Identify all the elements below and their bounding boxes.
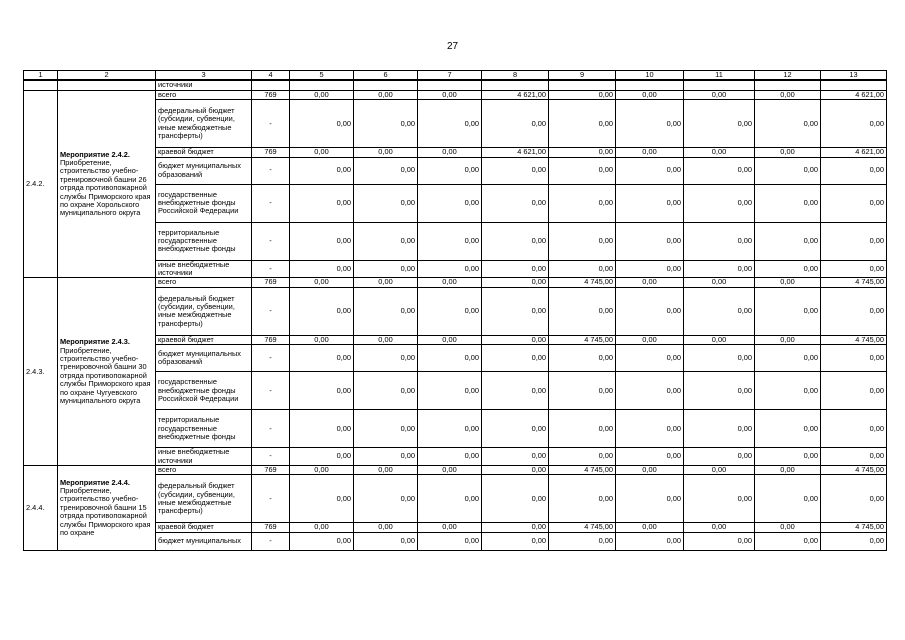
value-cell: 0,00 <box>616 532 684 550</box>
value-cell: 0,00 <box>290 345 354 372</box>
code-cell: 769 <box>252 90 290 99</box>
funding-source: территориальные государственные внебюджетные фонды <box>156 410 252 448</box>
value-cell: 0,00 <box>354 448 418 466</box>
value-cell: 0,00 <box>290 287 354 335</box>
value-cell: 0,00 <box>418 466 482 475</box>
continuation-empty <box>418 80 482 90</box>
value-cell: 0,00 <box>418 345 482 372</box>
value-cell: 0,00 <box>616 475 684 523</box>
measure-title: Мероприятие 2.4.2. <box>60 149 130 159</box>
value-cell: 0,00 <box>616 90 684 99</box>
continuation-source: источники <box>156 80 252 90</box>
value-cell: 0,00 <box>616 222 684 260</box>
value-cell: 0,00 <box>684 345 755 372</box>
value-cell: 0,00 <box>290 90 354 99</box>
value-cell: 0,00 <box>290 222 354 260</box>
value-cell: 0,00 <box>354 148 418 157</box>
value-cell: 0,00 <box>482 222 549 260</box>
header-cell: 7 <box>418 71 482 81</box>
value-cell: 0,00 <box>616 410 684 448</box>
measure-code: 2.4.2. <box>24 90 58 278</box>
code-cell: 769 <box>252 335 290 344</box>
value-cell: 0,00 <box>684 260 755 278</box>
value-cell: 0,00 <box>354 532 418 550</box>
value-cell: 0,00 <box>354 157 418 184</box>
value-cell: 0,00 <box>354 523 418 532</box>
continuation-empty <box>290 80 354 90</box>
value-cell: 0,00 <box>755 410 821 448</box>
value-cell: 0,00 <box>482 345 549 372</box>
header-cell: 1 <box>24 71 58 81</box>
value-cell: 0,00 <box>549 157 616 184</box>
measure-description-cell <box>58 278 156 466</box>
value-cell: 0,00 <box>354 278 418 287</box>
value-cell: 0,00 <box>821 345 887 372</box>
value-cell: 0,00 <box>354 410 418 448</box>
value-cell: 0,00 <box>482 466 549 475</box>
value-cell: 0,00 <box>549 448 616 466</box>
funding-source: всего <box>156 278 252 287</box>
value-cell: 4 621,00 <box>482 90 549 99</box>
measure-code: 2.4.4. <box>24 466 58 551</box>
value-cell: 0,00 <box>549 222 616 260</box>
value-cell: 0,00 <box>821 410 887 448</box>
table-body <box>24 71 887 551</box>
value-cell: 0,00 <box>684 372 755 410</box>
value-cell: 0,00 <box>755 532 821 550</box>
code-cell: - <box>252 532 290 550</box>
value-cell: 0,00 <box>616 100 684 148</box>
value-cell: 0,00 <box>354 287 418 335</box>
code-cell: - <box>252 372 290 410</box>
value-cell: 0,00 <box>616 448 684 466</box>
code-cell: - <box>252 448 290 466</box>
value-cell: 0,00 <box>549 532 616 550</box>
continuation-empty <box>252 80 290 90</box>
header-cell: 5 <box>290 71 354 81</box>
funding-source: всего <box>156 90 252 99</box>
value-cell: 0,00 <box>354 335 418 344</box>
code-cell: - <box>252 260 290 278</box>
continuation-col2 <box>58 80 156 90</box>
value-cell: 0,00 <box>821 372 887 410</box>
value-cell: 0,00 <box>684 410 755 448</box>
funding-source: краевой бюджет <box>156 335 252 344</box>
value-cell: 0,00 <box>616 335 684 344</box>
value-cell: 0,00 <box>418 90 482 99</box>
value-cell: 0,00 <box>684 523 755 532</box>
code-cell: 769 <box>252 523 290 532</box>
value-cell: 0,00 <box>418 157 482 184</box>
table-row <box>24 278 887 287</box>
value-cell: 0,00 <box>684 448 755 466</box>
measure-description-cell <box>58 466 156 551</box>
budget-table <box>23 70 887 551</box>
value-cell: 0,00 <box>616 260 684 278</box>
value-cell: 0,00 <box>684 287 755 335</box>
value-cell: 0,00 <box>290 148 354 157</box>
value-cell: 0,00 <box>616 157 684 184</box>
code-cell: - <box>252 222 290 260</box>
value-cell: 4 621,00 <box>821 148 887 157</box>
value-cell: 0,00 <box>549 260 616 278</box>
continuation-empty <box>549 80 616 90</box>
table-row <box>24 466 887 475</box>
value-cell: 0,00 <box>755 448 821 466</box>
value-cell: 0,00 <box>290 466 354 475</box>
value-cell: 0,00 <box>290 372 354 410</box>
funding-source: иные внебюджетные источники <box>156 448 252 466</box>
value-cell: 0,00 <box>755 184 821 222</box>
value-cell: 0,00 <box>354 184 418 222</box>
value-cell: 0,00 <box>821 157 887 184</box>
funding-source: федеральный бюджет (субсидии, субвенции, иные межбюджетные трансферты) <box>156 475 252 523</box>
value-cell: 0,00 <box>418 410 482 448</box>
value-cell: 4 745,00 <box>821 466 887 475</box>
value-cell: 0,00 <box>616 345 684 372</box>
value-cell: 0,00 <box>821 475 887 523</box>
value-cell: 0,00 <box>482 532 549 550</box>
value-cell: 0,00 <box>290 184 354 222</box>
value-cell: 0,00 <box>684 335 755 344</box>
value-cell: 0,00 <box>290 260 354 278</box>
measure-description: Приобретение, строительство учебно-тренировочной башни 26 отряда противопожарной службы Приморского края по охране Хорольского муниципального округа <box>60 157 151 218</box>
value-cell: 0,00 <box>290 100 354 148</box>
value-cell: 0,00 <box>684 157 755 184</box>
value-cell: 0,00 <box>755 466 821 475</box>
value-cell: 0,00 <box>684 475 755 523</box>
value-cell: 0,00 <box>290 335 354 344</box>
value-cell: 4 745,00 <box>549 335 616 344</box>
value-cell: 0,00 <box>418 287 482 335</box>
value-cell: 0,00 <box>418 335 482 344</box>
value-cell: 4 745,00 <box>821 335 887 344</box>
value-cell: 0,00 <box>755 157 821 184</box>
funding-source: бюджет муниципальных образований <box>156 345 252 372</box>
header-cell: 4 <box>252 71 290 81</box>
value-cell: 0,00 <box>549 184 616 222</box>
header-cell: 10 <box>616 71 684 81</box>
value-cell: 0,00 <box>482 475 549 523</box>
continuation-empty <box>755 80 821 90</box>
value-cell: 0,00 <box>482 372 549 410</box>
value-cell: 4 745,00 <box>549 278 616 287</box>
value-cell: 4 745,00 <box>549 523 616 532</box>
value-cell: 0,00 <box>290 475 354 523</box>
funding-source: федеральный бюджет (субсидии, субвенции, иные межбюджетные трансферты) <box>156 100 252 148</box>
value-cell: 0,00 <box>290 532 354 550</box>
value-cell: 0,00 <box>482 335 549 344</box>
value-cell: 0,00 <box>684 278 755 287</box>
header-cell: 12 <box>755 71 821 81</box>
continuation-empty <box>684 80 755 90</box>
page-number: 27 <box>446 41 459 52</box>
funding-source: федеральный бюджет (субсидии, субвенции, иные межбюджетные трансферты) <box>156 287 252 335</box>
value-cell: 0,00 <box>549 100 616 148</box>
header-row <box>24 71 887 81</box>
value-cell: 0,00 <box>684 466 755 475</box>
value-cell: 0,00 <box>482 278 549 287</box>
funding-source: территориальные государственные внебюджетные фонды <box>156 222 252 260</box>
measure-title: Мероприятие 2.4.4. <box>60 477 130 487</box>
value-cell: 0,00 <box>684 90 755 99</box>
code-cell: 769 <box>252 148 290 157</box>
value-cell: 0,00 <box>482 260 549 278</box>
value-cell: 0,00 <box>755 372 821 410</box>
value-cell: 0,00 <box>418 372 482 410</box>
code-cell: - <box>252 287 290 335</box>
code-cell: - <box>252 410 290 448</box>
value-cell: 4 621,00 <box>482 148 549 157</box>
value-cell: 0,00 <box>549 475 616 523</box>
code-cell: - <box>252 475 290 523</box>
funding-source: всего <box>156 466 252 475</box>
value-cell: 0,00 <box>354 345 418 372</box>
value-cell: 0,00 <box>290 448 354 466</box>
value-cell: 0,00 <box>549 345 616 372</box>
value-cell: 0,00 <box>821 222 887 260</box>
code-cell: 769 <box>252 466 290 475</box>
value-cell: 0,00 <box>482 410 549 448</box>
value-cell: 0,00 <box>482 157 549 184</box>
value-cell: 0,00 <box>482 287 549 335</box>
table-row <box>24 90 887 99</box>
funding-source: бюджет муниципальных <box>156 532 252 550</box>
value-cell: 4 621,00 <box>821 90 887 99</box>
value-cell: 0,00 <box>755 148 821 157</box>
measure-description-cell <box>58 90 156 278</box>
value-cell: 0,00 <box>616 278 684 287</box>
continuation-col1 <box>24 80 58 90</box>
value-cell: 0,00 <box>821 260 887 278</box>
measure-title: Мероприятие 2.4.3. <box>60 337 130 347</box>
value-cell: 0,00 <box>821 448 887 466</box>
value-cell: 0,00 <box>549 287 616 335</box>
value-cell: 0,00 <box>821 287 887 335</box>
funding-source: краевой бюджет <box>156 148 252 157</box>
measure-description: Приобретение, строительство учебно-тренировочной башни 30 отряда противопожарной службы Приморского края по охране Чугуевского муниципального округа <box>60 345 151 405</box>
value-cell: 0,00 <box>755 523 821 532</box>
value-cell: 0,00 <box>755 475 821 523</box>
continuation-empty <box>616 80 684 90</box>
value-cell: 0,00 <box>354 372 418 410</box>
header-cell: 3 <box>156 71 252 81</box>
funding-source: краевой бюджет <box>156 523 252 532</box>
measure-description: Приобретение, строительство учебно-тренировочной башни 15 отряда противопожарной службы Приморского края по охране <box>60 485 151 537</box>
value-cell: 0,00 <box>755 278 821 287</box>
value-cell: 0,00 <box>755 260 821 278</box>
value-cell: 0,00 <box>755 335 821 344</box>
header-cell: 8 <box>482 71 549 81</box>
header-cell: 2 <box>58 71 156 81</box>
value-cell: 0,00 <box>354 90 418 99</box>
value-cell: 0,00 <box>290 410 354 448</box>
value-cell: 0,00 <box>755 287 821 335</box>
continuation-row <box>24 80 887 90</box>
value-cell: 0,00 <box>418 184 482 222</box>
value-cell: 0,00 <box>684 222 755 260</box>
value-cell: 0,00 <box>684 148 755 157</box>
value-cell: 0,00 <box>616 372 684 410</box>
value-cell: 0,00 <box>418 475 482 523</box>
value-cell: 0,00 <box>549 148 616 157</box>
value-cell: 0,00 <box>821 184 887 222</box>
value-cell: 0,00 <box>418 100 482 148</box>
value-cell: 0,00 <box>549 90 616 99</box>
value-cell: 0,00 <box>418 523 482 532</box>
value-cell: 0,00 <box>418 148 482 157</box>
code-cell: 769 <box>252 278 290 287</box>
value-cell: 0,00 <box>755 90 821 99</box>
code-cell: - <box>252 157 290 184</box>
funding-source: иные внебюджетные источники <box>156 260 252 278</box>
code-cell: - <box>252 345 290 372</box>
header-cell: 13 <box>821 71 887 81</box>
value-cell: 0,00 <box>755 100 821 148</box>
value-cell: 0,00 <box>616 148 684 157</box>
continuation-empty <box>821 80 887 90</box>
value-cell: 0,00 <box>755 222 821 260</box>
value-cell: 0,00 <box>549 410 616 448</box>
header-cell: 6 <box>354 71 418 81</box>
value-cell: 0,00 <box>821 100 887 148</box>
value-cell: 0,00 <box>482 184 549 222</box>
value-cell: 0,00 <box>482 523 549 532</box>
header-cell: 11 <box>684 71 755 81</box>
value-cell: 0,00 <box>290 523 354 532</box>
value-cell: 4 745,00 <box>821 523 887 532</box>
value-cell: 0,00 <box>290 157 354 184</box>
value-cell: 0,00 <box>354 260 418 278</box>
value-cell: 0,00 <box>354 466 418 475</box>
value-cell: 0,00 <box>821 532 887 550</box>
value-cell: 0,00 <box>482 448 549 466</box>
value-cell: 0,00 <box>684 184 755 222</box>
funding-source: бюджет муниципальных образований <box>156 157 252 184</box>
value-cell: 0,00 <box>684 532 755 550</box>
value-cell: 0,00 <box>418 222 482 260</box>
value-cell: 0,00 <box>418 278 482 287</box>
value-cell: 4 745,00 <box>549 466 616 475</box>
value-cell: 0,00 <box>616 466 684 475</box>
funding-source: государственные внебюджетные фонды Российской Федерации <box>156 184 252 222</box>
value-cell: 4 745,00 <box>821 278 887 287</box>
value-cell: 0,00 <box>418 260 482 278</box>
value-cell: 0,00 <box>549 372 616 410</box>
value-cell: 0,00 <box>616 184 684 222</box>
value-cell: 0,00 <box>354 100 418 148</box>
header-cell: 9 <box>549 71 616 81</box>
value-cell: 0,00 <box>616 523 684 532</box>
value-cell: 0,00 <box>290 278 354 287</box>
code-cell: - <box>252 100 290 148</box>
continuation-empty <box>482 80 549 90</box>
value-cell: 0,00 <box>482 100 549 148</box>
funding-source: государственные внебюджетные фонды Российской Федерации <box>156 372 252 410</box>
value-cell: 0,00 <box>418 532 482 550</box>
value-cell: 0,00 <box>755 345 821 372</box>
value-cell: 0,00 <box>418 448 482 466</box>
value-cell: 0,00 <box>354 475 418 523</box>
continuation-empty <box>354 80 418 90</box>
code-cell: - <box>252 184 290 222</box>
value-cell: 0,00 <box>616 287 684 335</box>
value-cell: 0,00 <box>684 100 755 148</box>
measure-code: 2.4.3. <box>24 278 58 466</box>
value-cell: 0,00 <box>354 222 418 260</box>
